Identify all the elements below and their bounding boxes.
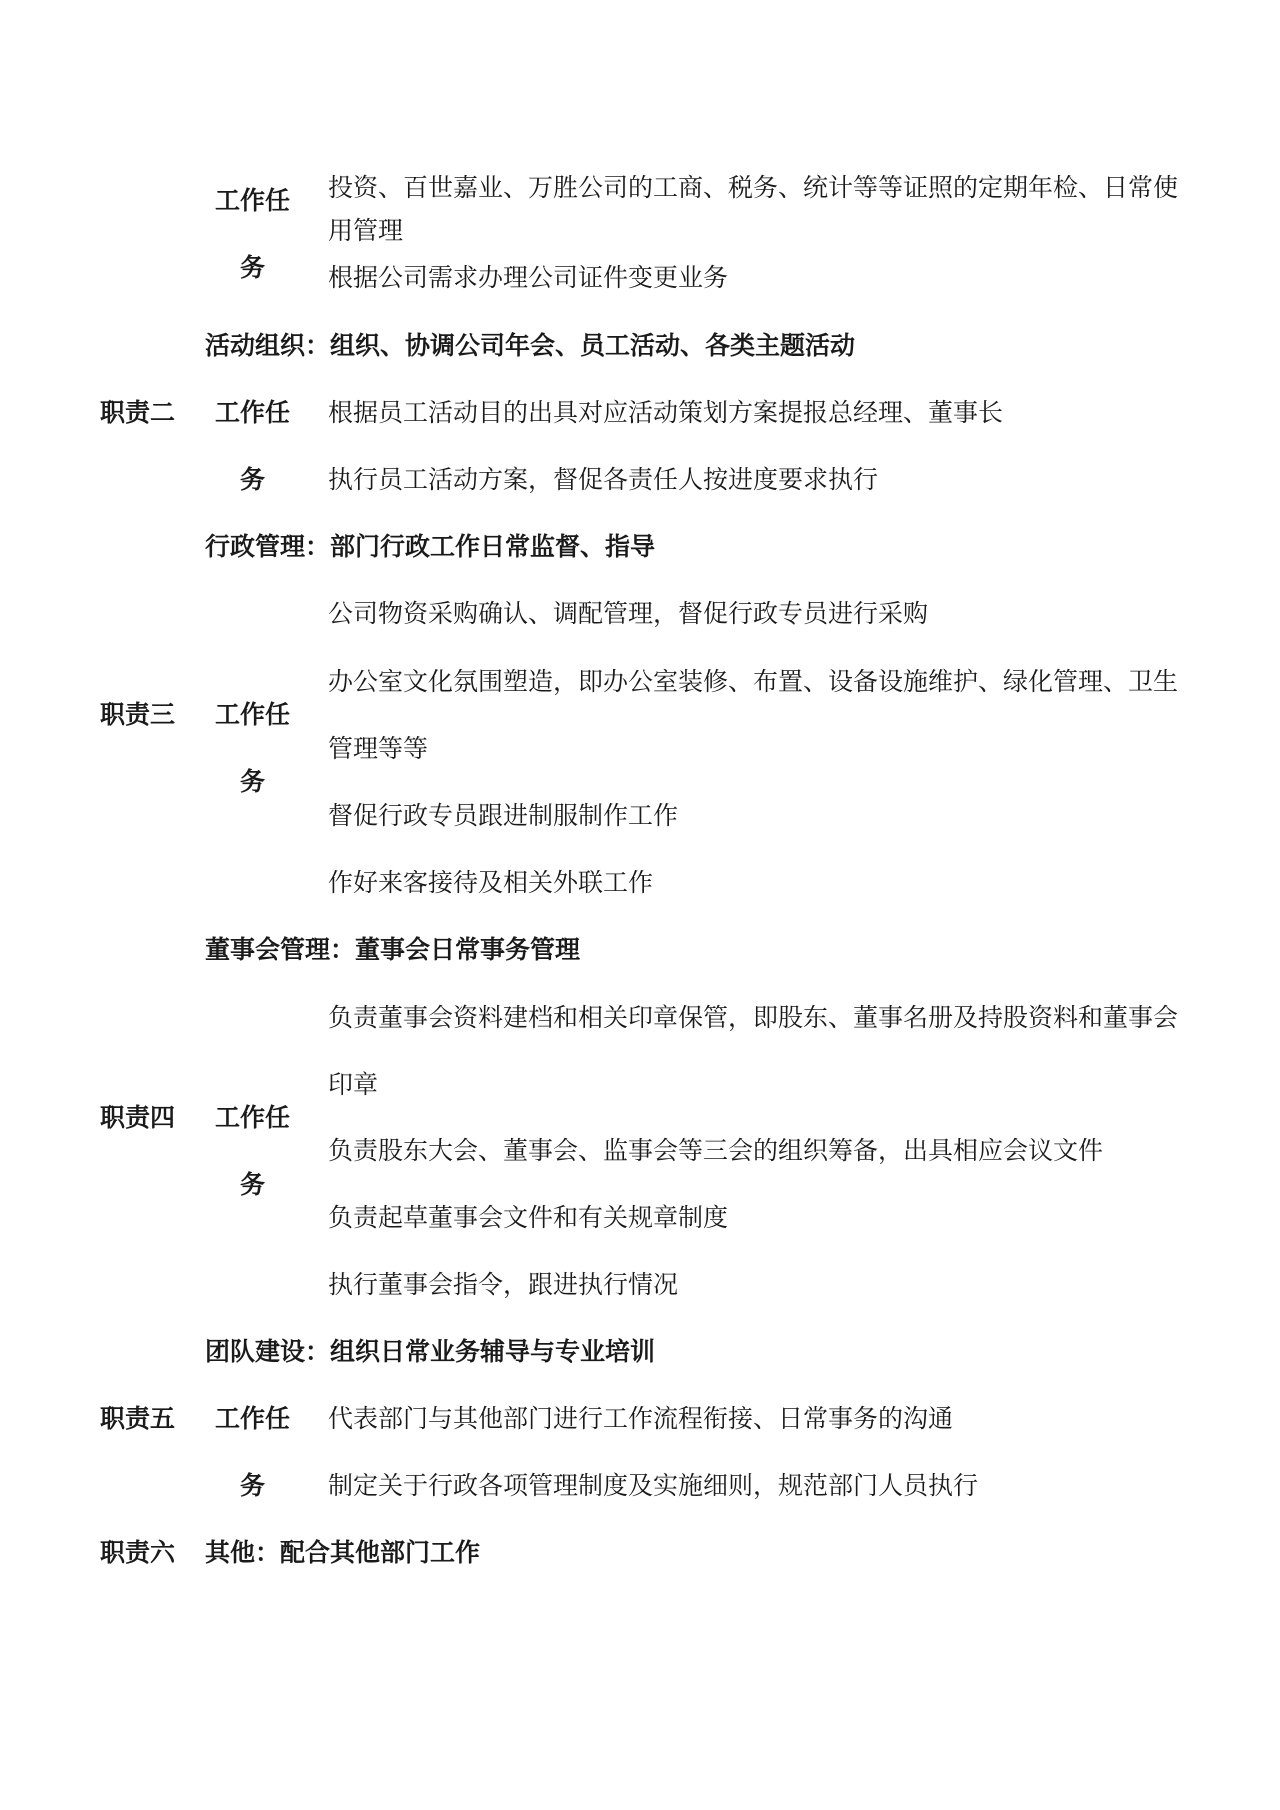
duty-label: 职责二 — [100, 398, 176, 427]
duty-label: 职责四 — [100, 1103, 176, 1132]
section-heading: 其他：配合其他部门工作 — [205, 1538, 481, 1567]
duty-label: 职责三 — [100, 700, 176, 729]
task-label: 务 — [240, 253, 266, 282]
task-item: 督促行政专员跟进制服制作工作 — [328, 801, 679, 830]
task-item: 负责股东大会、董事会、监事会等三会的组织筹备，出具相应会议文件 — [328, 1136, 1104, 1165]
task-item: 负责起草董事会文件和有关规章制度 — [328, 1203, 729, 1232]
task-label: 工作任 — [215, 1404, 291, 1433]
task-item: 作好来客接待及相关外联工作 — [328, 868, 654, 897]
task-item: 负责董事会资料建档和相关印章保管，即股东、董事名册及持股资料和董事会印章 — [328, 1003, 1179, 1099]
task-item: 执行董事会指令，跟进执行情况 — [328, 1270, 679, 1299]
task-label: 工作任 — [215, 398, 291, 427]
task-item: 根据员工活动目的出具对应活动策划方案提报总经理、董事长 — [328, 398, 1004, 427]
duty-label: 职责六 — [100, 1538, 176, 1567]
task-label: 工作任 — [215, 186, 291, 215]
task-item: 办公室文化氛围塑造，即办公室装修、布置、设备设施维护、绿化管理、卫生管理等等 — [328, 667, 1179, 763]
section-heading: 行政管理：部门行政工作日常监督、指导 — [205, 532, 656, 561]
task-label: 工作任 — [215, 700, 291, 729]
task-item: 代表部门与其他部门进行工作流程衔接、日常事务的沟通 — [328, 1404, 954, 1433]
task-label: 务 — [240, 465, 266, 494]
task-item: 制定关于行政各项管理制度及实施细则，规范部门人员执行 — [328, 1471, 979, 1500]
section-heading: 董事会管理：董事会日常事务管理 — [205, 935, 581, 964]
task-item: 执行员工活动方案，督促各责任人按进度要求执行 — [328, 465, 879, 494]
task-label: 务 — [240, 1170, 266, 1199]
task-label: 务 — [240, 1471, 266, 1500]
duty-label: 职责五 — [100, 1404, 176, 1433]
task-item: 公司物资采购确认、调配管理，督促行政专员进行采购 — [328, 599, 929, 628]
section-heading: 团队建设：组织日常业务辅导与专业培训 — [205, 1337, 656, 1366]
task-item: 根据公司需求办理公司证件变更业务 — [328, 263, 729, 292]
task-item: 投资、百世嘉业、万胜公司的工商、税务、统计等等证照的定期年检、日常使用管理 — [328, 173, 1179, 245]
task-label: 工作任 — [215, 1103, 291, 1132]
section-heading: 活动组织：组织、协调公司年会、员工活动、各类主题活动 — [205, 331, 856, 360]
task-label: 务 — [240, 767, 266, 796]
